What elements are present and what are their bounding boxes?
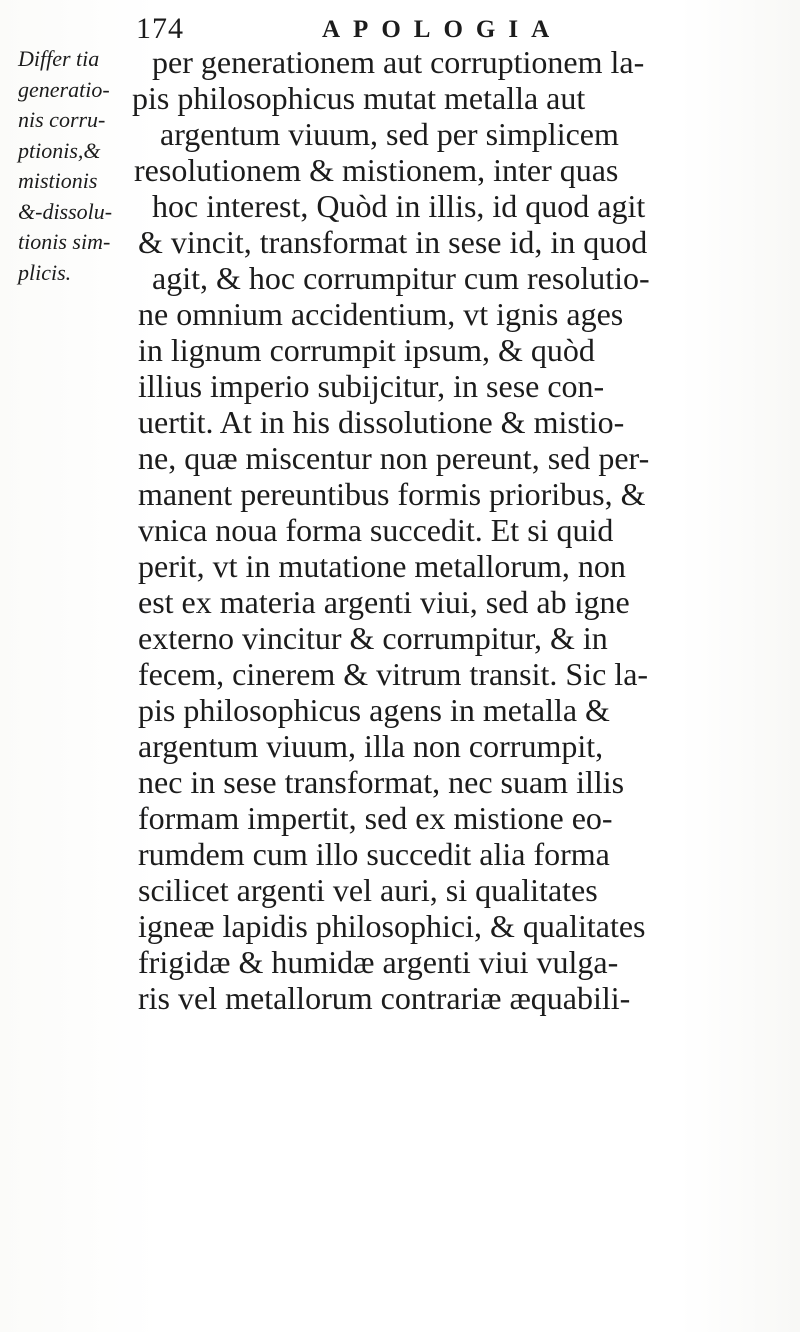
text-line: illius imperio subijcitur, in sese con-: [138, 368, 605, 404]
text-line: externo vincitur & corrumpitur, & in: [138, 620, 608, 656]
text-line: scilicet argenti vel auri, si qualitates: [138, 872, 598, 908]
text-line: pis philosophicus agens in metalla &: [138, 692, 610, 728]
text-line: ris vel metallorum contrariæ æquabili-: [138, 980, 631, 1016]
text-line: ne, quæ miscentur non pereunt, sed per-: [138, 440, 650, 476]
text-line: hoc interest, Quòd in illis, id quod agit: [152, 188, 646, 224]
text-line: argentum viuum, illa non corrumpit,: [138, 728, 604, 764]
text-line: & vincit, transformat in sese id, in quod: [138, 224, 648, 260]
text-line: nec in sese transformat, nec suam illis: [138, 764, 625, 800]
text-line: per generationem aut corruptionem la-: [152, 44, 645, 80]
margin-note-line: tionis sim-: [18, 229, 111, 254]
page-header: [0, 4, 800, 44]
text-line: pis philosophicus mutat metalla aut: [132, 80, 586, 116]
text-line: perit, vt in mutatione metallorum, non: [138, 548, 626, 584]
text-line: vnica noua forma succedit. Et si quid: [138, 512, 614, 548]
text-line: rumdem cum illo succedit alia forma: [138, 836, 610, 872]
text-line: igneæ lapidis philosophici, & qualitates: [138, 908, 646, 944]
text-line: est ex materia argenti viui, sed ab igne: [138, 584, 630, 620]
text-line: manent pereuntibus formis prioribus, &: [138, 476, 646, 512]
margin-note-line: nis corru-: [18, 107, 106, 132]
text-line: resolutionem & mistionem, inter quas: [134, 152, 619, 188]
margin-note-line: ptionis,&: [18, 137, 101, 163]
text-line: frigidæ & humidæ argenti viui vulga-: [138, 944, 619, 980]
margin-note-line: mistionis: [18, 168, 98, 193]
text-line: ne omnium accidentium, vt ignis ages: [138, 296, 624, 332]
text-line: in lignum corrumpit ipsum, & quòd: [138, 332, 595, 368]
margin-note-line: generatio-: [18, 76, 110, 102]
text-line: fecem, cinerem & vitrum transit. Sic la-: [138, 656, 649, 692]
margin-note-line: Differ tia: [18, 46, 100, 71]
text-line: argentum viuum, sed per simplicem: [160, 116, 619, 152]
text-line: uertit. At in his dissolutione & mistio-: [138, 404, 625, 440]
margin-note-line: plicis.: [18, 259, 72, 285]
page-number: 174: [136, 12, 184, 45]
margin-note-line: &-dissolu-: [18, 198, 113, 224]
text-line: agit, & hoc corrumpitur cum resolutio-: [152, 260, 650, 296]
text-line: formam impertit, sed ex mistione eo-: [138, 800, 613, 836]
running-head: APOLOGIA: [322, 16, 563, 43]
